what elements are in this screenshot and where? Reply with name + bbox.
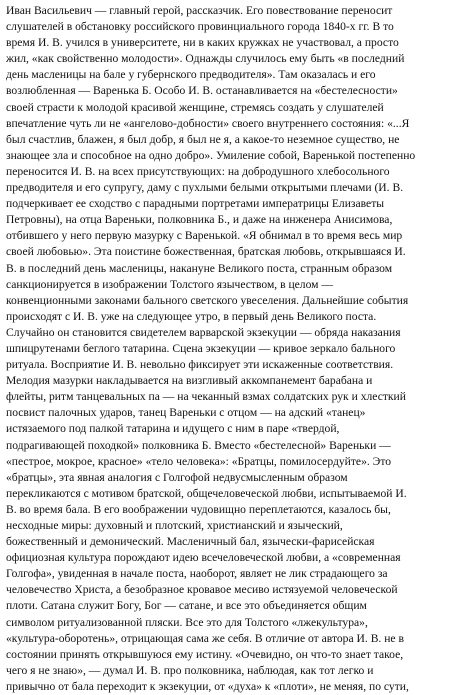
text-line: истязаемого под палкой татарина и идущего с ним в паре «твердой, <box>6 422 340 436</box>
text-line: В. в последний день масленицы, накануне Великого поста, странным образом <box>6 261 393 275</box>
text-line: жил, «как свойственно молодости». Однажды случилось ему быть «в последний <box>6 52 405 66</box>
text-line: чего я не знаю», — думал И. В. про полковника, наблюдая, как тот легко и <box>6 663 374 677</box>
text-line: отбившего у него первую мазурку с Варенькой. «Я обнимал в то время весь мир <box>6 229 403 243</box>
text-line: посвист палочных ударов, танец Вареньки с отцом — на адский «танец» <box>6 406 366 420</box>
text-line: предводителя и его супругу, даму с пухлыми белыми открытыми плечами (И. В. <box>6 181 404 195</box>
text-line: своей страсти к молодой красивой женщине, стремясь создать у слушателей <box>6 100 384 114</box>
text-line: конвенционными законами бального светского увеселения. Дальнейшие события <box>6 293 409 307</box>
text-line: происходят с И. В. уже на следующее утро, в первый день Великого поста. <box>6 309 377 323</box>
text-line: Мелодия мазурки накладывается на визгливый аккомпанемент барабана и <box>6 374 373 388</box>
text-line: слушателей в обстановку российского провинциального города 1840-х гг. В то <box>6 20 394 34</box>
text-line: впечатление чуть ли не «ангелово-добности» своего внутреннего состояния: «...Я <box>6 116 410 130</box>
text-line: возлюбленная — Варенька Б. Особо И. В. останавливается на «бестелесности» <box>6 84 398 98</box>
text-line: перекликаются с мотивом братской, общечеловеческой любви, испытываемой И. <box>6 486 407 500</box>
text-line: божественный и демонический. Масленичный бал, язычески-фарисейская <box>6 535 375 549</box>
text-line: день масленицы на бале у губернского предводителя». Там оказалась и его <box>6 68 376 82</box>
text-line: подрагивающей походкой» полковника Б. Вместо «бестелесной» Вареньки — <box>6 438 391 452</box>
document-body <box>6 3 468 695</box>
text-line: Иван Васильевич — главный герой, рассказчик. Его повествование переносит <box>6 4 393 17</box>
text-line: символом ритуализованной пляски. Все это для Толстого «лжекультура», <box>6 615 368 629</box>
text-line: «культура-оборотень», отрицающая сама же себя. В отличие от автора И. В. не в <box>6 631 404 645</box>
text-line: Случайно он становится свидетелем варварской экзекуции — обряда наказания <box>6 325 401 339</box>
text-line: несходные миры: духовный и плотский, христианский и языческий, <box>6 519 343 532</box>
text-line: шпицрутенами беглого татарина. Сцена экзекуции — кривое зеркало бального <box>6 341 396 355</box>
text-line: плоти. Сатана служит Богу, Бог — сатане, и все это объединяется общим <box>6 599 367 613</box>
text-line: знающее зла и способное на одно добро». Умиление собой, Варенькой постепенно <box>6 148 416 162</box>
text-line: ритуала. Восприятие И. В. невольно фиксирует эти искаженные соответствия. <box>6 358 394 372</box>
text-line: санкционируется в изображении Толстого язычеством, в целом — <box>6 277 334 291</box>
text-line: своей любовью». Эта поистине божественная, братская любовь, открывшаяся И. <box>6 245 406 259</box>
text-line: «пестрое, мокрое, красное» «тело человека»: «Братцы, помилосердуйте». Это <box>6 454 392 468</box>
text-line: Голгофа», увиденная в начале поста, наоборот, являет не лик страдающего за <box>6 567 388 581</box>
text-line: переносится И. В. на всех присутствующих: на добродушного хлебосольного <box>6 164 390 178</box>
text-line: время И. В. учился в университете, ни в каких кружках не участвовал, а просто <box>6 36 399 50</box>
text-line: подчеркивает ее сходство с парадными портретами императрицы Елизаветы <box>6 197 385 211</box>
text-line: В. во время бала. В его воображении чудовищно переплетаются, казалось бы, <box>6 502 391 516</box>
text-line: состоянии принять открывшуюся ему истину. «Очевидно, он что-то знает такое, <box>6 647 404 661</box>
text-line: Петровны), на отца Вареньки, полковника Б., и даже на инженера Анисимова, <box>6 213 393 227</box>
text-line: привычно от бала переходит к экзекуции, от «духа» к «плоти», не меняя, по сути, <box>6 679 409 693</box>
text-line: «братцы», эта явная аналогия с Голгофой недвусмысленным образом <box>6 470 348 484</box>
text-line: человечество Христа, а безобразное кровавое месиво истязуемой человеческой <box>6 583 398 597</box>
text-line: флейты, ритм танцевальных па — на чеканный взмах солдатских рук и хлесткий <box>6 390 406 404</box>
text-line: был счастлив, блажен, я был добр, я был не я, а какое-то неземное существо, не <box>6 132 400 146</box>
text-line: официозная культура порождают идею всечеловеческой любви, а «современная <box>6 551 401 565</box>
